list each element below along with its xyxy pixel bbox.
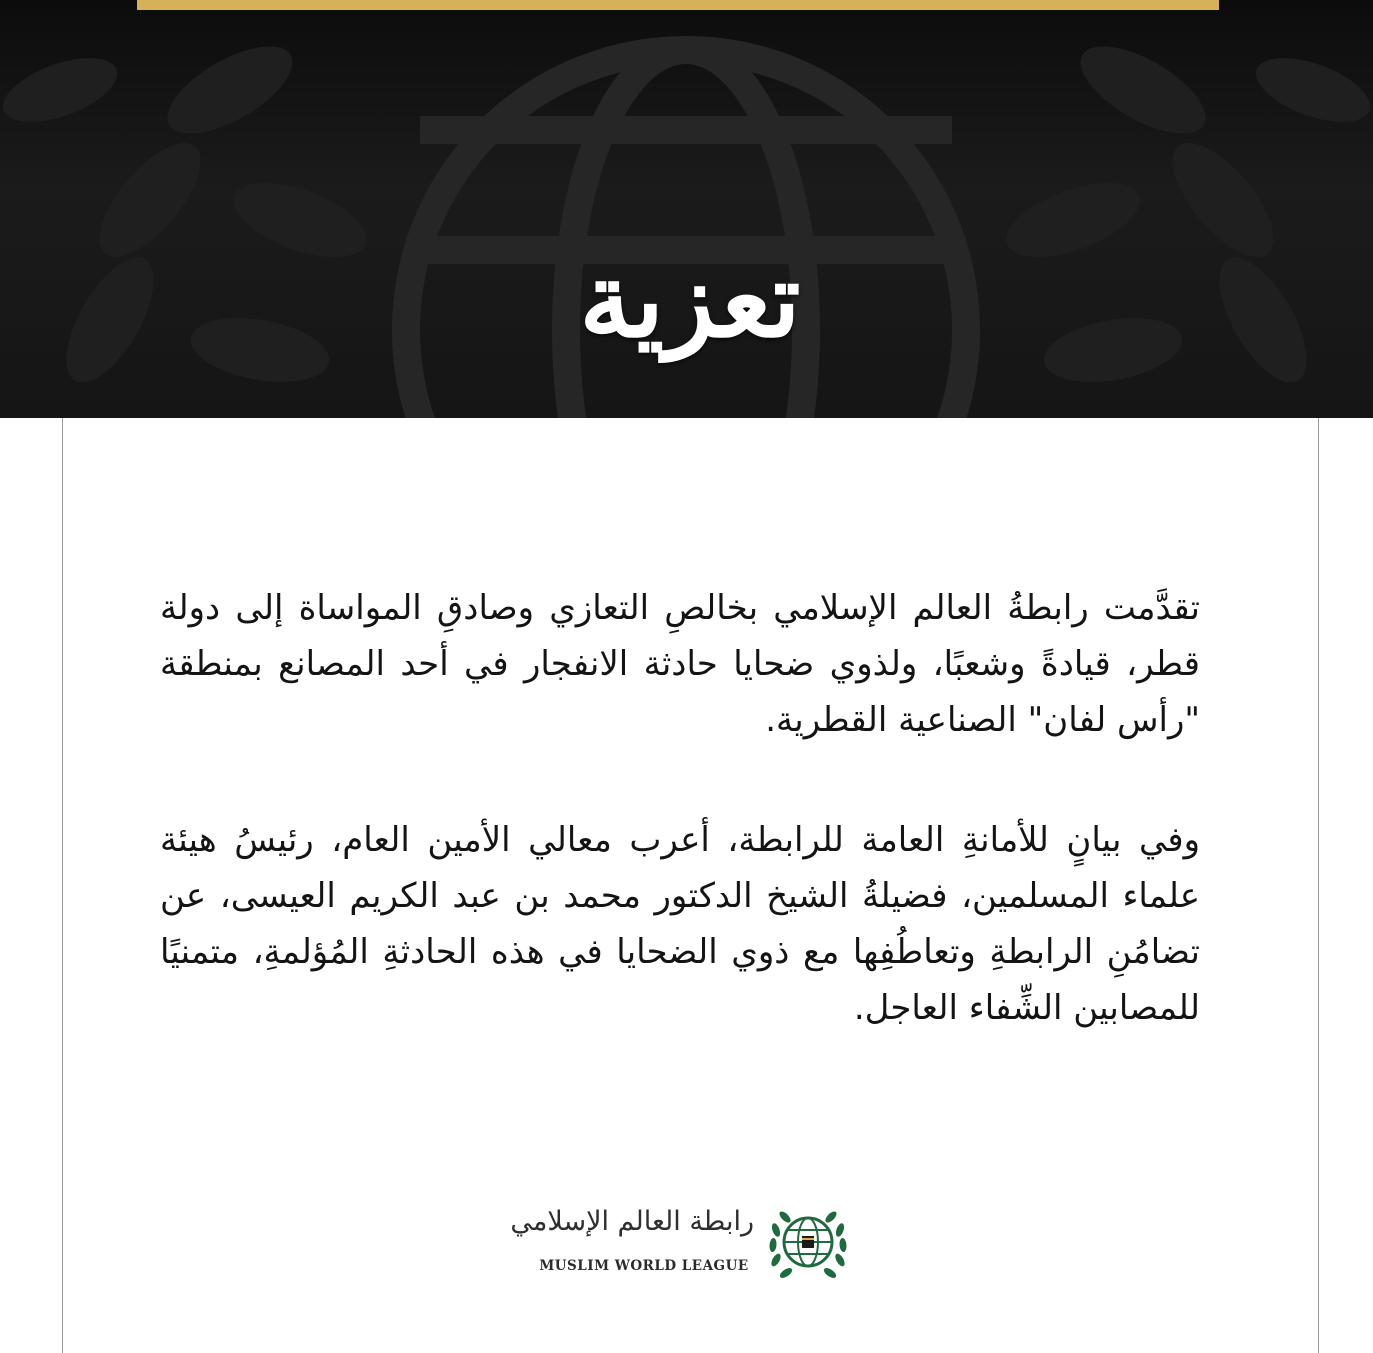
- muslim-world-league-logo: [510, 1196, 850, 1296]
- header-banner: [0, 0, 1373, 418]
- condolence-paragraph-1: تقدَّمت رابطةُ العالم الإسلامي بخالصِ التعازي وصادقِ المواساة إلى دولة قطر، قيادةً وشعبًا، ولذوي ضحايا حادثة الانفجار في أحد المصانع بمنطقة "رأس لفان" الصناعية القطرية.: [160, 588, 1200, 740]
- frame-right-border: [1318, 418, 1319, 1353]
- condolence-paragraph-2: وفي بيانٍ للأمانةِ العامة للرابطة، أعرب معالي الأمين العام، رئيسُ هيئة علماء المسلمين، فضيلةُ الشيخ الدكتور محمد بن عبد الكريم العيسى، عن تضامُنِ الرابطةِ وتعاطُفِها مع ذوي الضحايا في هذه الحادثةِ المُؤلمةِ، متمنيًا للمصابين الشِّفاء العاجل.: [160, 820, 1200, 1028]
- logo-english-name: MUSLIM WORLD LEAGUE: [539, 1258, 749, 1274]
- title-calligraphy: [480, 215, 900, 395]
- logo-arabic-name: رابطة العالم الإسلامي: [510, 1206, 754, 1237]
- frame-left-border: [62, 418, 63, 1353]
- globe-wreath-emblem-icon: [766, 1200, 850, 1284]
- page-title: تعزية: [579, 238, 801, 361]
